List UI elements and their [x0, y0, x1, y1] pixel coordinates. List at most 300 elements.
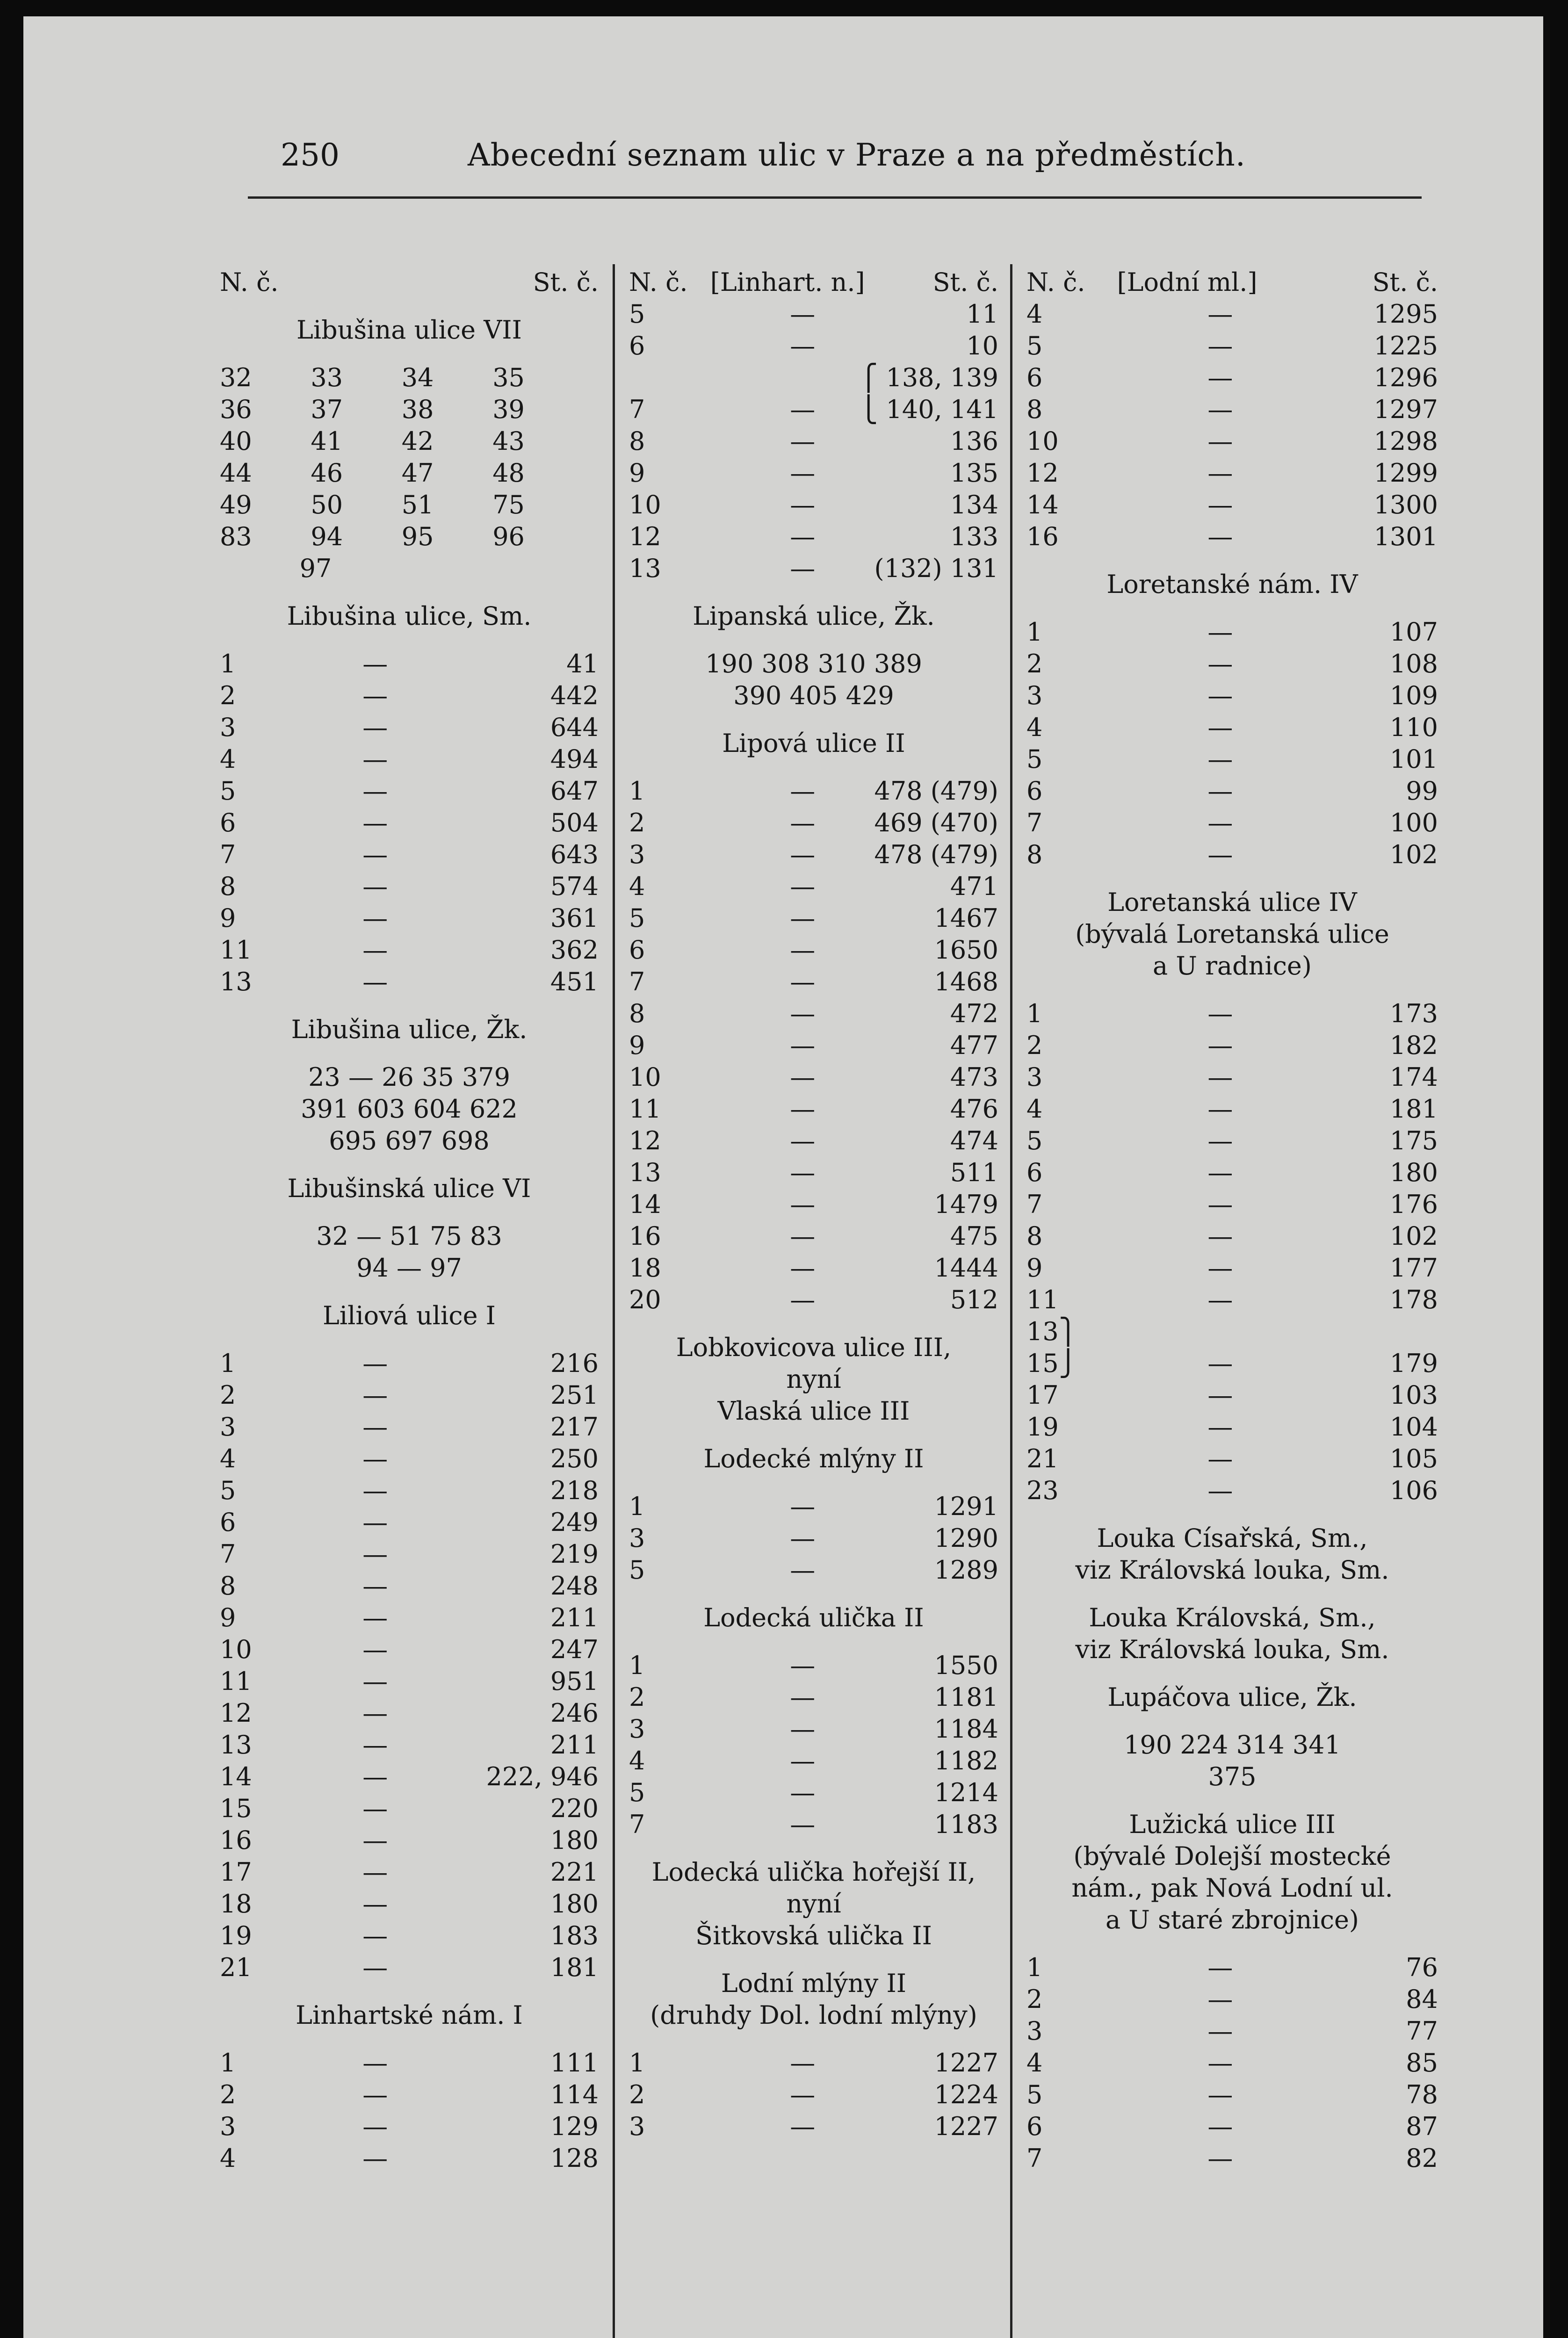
street-text: Libušina ulice, Sm. [287, 601, 532, 631]
house-number: 1 [220, 649, 236, 678]
street-heading [629, 680, 998, 712]
street-text: Loretanské nám. IV [1106, 570, 1358, 599]
house-number: 11 [1026, 1285, 1059, 1314]
entry-dash: — [790, 903, 816, 933]
old-number: 1550 [934, 1651, 998, 1680]
house-number: 15 [220, 1794, 252, 1823]
house-number: 4 [1026, 2048, 1043, 2078]
old-number: 511 [950, 1158, 998, 1187]
street-heading [629, 1364, 998, 1395]
old-number: 129 [550, 2112, 599, 2141]
entry-dash: — [790, 1126, 816, 1155]
old-number: 1297 [1373, 395, 1438, 424]
entry-dash: — [362, 2048, 388, 2078]
street-heading [629, 1999, 998, 2031]
house-number: 21 [220, 1953, 252, 1982]
street-text: 391 603 604 622 [301, 1094, 518, 1124]
street-text: Lodecké mlýny II [703, 1444, 924, 1473]
number-cell: 43 [492, 426, 525, 456]
house-number: 3 [629, 1714, 645, 1744]
house-number: 19 [220, 1921, 252, 1950]
entry-row [629, 1777, 998, 1809]
house-number: 3 [220, 1412, 236, 1442]
house-number: 7 [629, 1810, 645, 1839]
entry-dash: — [362, 1635, 388, 1664]
old-number: 1182 [934, 1746, 998, 1775]
street-text: (bývalá Loretanská ulice [1075, 919, 1389, 949]
street-text: viz Královská louka, Sm. [1075, 1635, 1389, 1664]
house-number: 4 [220, 1444, 236, 1473]
street-text: 97 [299, 554, 332, 583]
number-cell: 48 [492, 458, 525, 488]
page-title: Abecední seznam ulic v Praze a na předměstích. [468, 137, 1246, 173]
entry-dash: — [790, 395, 816, 424]
entry-row [1026, 807, 1438, 839]
entry-dash: — [362, 1603, 388, 1632]
old-number: 109 [1389, 681, 1438, 710]
entry-row [220, 1379, 599, 1411]
old-number: 1301 [1373, 522, 1438, 551]
number-grid-row [220, 521, 599, 553]
old-number: 99 [1406, 776, 1438, 806]
old-number: 76 [1406, 1953, 1438, 1982]
house-number: 13 [220, 1730, 252, 1760]
old-number: 133 [950, 522, 998, 551]
old-number: 248 [550, 1571, 599, 1601]
entry-dash: — [1207, 1412, 1233, 1442]
entry-row [220, 1825, 599, 1856]
house-number: 6 [629, 935, 645, 965]
number-grid-row [220, 457, 599, 489]
house-number: 6 [1026, 2112, 1043, 2141]
old-number: 504 [550, 808, 599, 837]
entry-dash: — [362, 808, 388, 837]
house-number: 3 [629, 840, 645, 869]
number-cell: 46 [311, 458, 343, 488]
entry-dash: — [1207, 2016, 1233, 2046]
street-text: Lobkovicova ulice III, [676, 1333, 952, 1362]
house-number: 2 [629, 1682, 645, 1712]
house-number: 5 [629, 1555, 645, 1585]
number-cell: 49 [220, 490, 252, 520]
entry-row [1026, 1475, 1438, 1507]
house-number: 3 [1026, 681, 1043, 710]
old-number: 473 [950, 1062, 998, 1092]
house-number: 8 [220, 1571, 236, 1601]
house-number: 7 [1026, 808, 1043, 837]
entry-dash: — [362, 1762, 388, 1791]
old-number: 1289 [934, 1555, 998, 1585]
street-heading [1026, 1761, 1438, 1793]
number-cell: 36 [220, 395, 252, 424]
house-number: 8 [629, 426, 645, 456]
house-number: 3 [220, 713, 236, 742]
entry-row [220, 1602, 599, 1634]
header-house-number: N. č. [1026, 267, 1085, 297]
house-number: 1 [1026, 617, 1043, 647]
street-text: 32 — 51 75 83 [316, 1221, 502, 1251]
entry-dash: — [362, 1539, 388, 1569]
old-number: 1181 [934, 1682, 998, 1712]
entry-row [629, 2079, 998, 2111]
entry-row [220, 1570, 599, 1602]
old-number: 643 [550, 840, 599, 869]
house-number: 5 [629, 299, 645, 329]
house-number: 16 [629, 1221, 661, 1251]
house-number: 1 [629, 2048, 645, 2078]
entry-row [220, 1348, 599, 1379]
street-heading [220, 1061, 599, 1093]
house-number: 6 [220, 808, 236, 837]
street-heading [1026, 950, 1438, 982]
number-cell: 34 [401, 363, 434, 392]
old-number: 476 [950, 1094, 998, 1124]
entry-row [1026, 1443, 1438, 1475]
street-heading [629, 600, 998, 632]
entry-row [1026, 1952, 1438, 1984]
spacer [629, 632, 998, 648]
old-number: 11 [966, 299, 998, 329]
old-number: 469 (470) [874, 808, 998, 837]
entry-row [1026, 648, 1438, 680]
entry-row [1026, 330, 1438, 362]
entry-row [629, 1284, 998, 1316]
entry-dash: — [790, 808, 816, 837]
column-1 [220, 267, 599, 2174]
old-number: 494 [550, 744, 599, 774]
entry-row [220, 712, 599, 743]
entry-dash: — [362, 1667, 388, 1696]
house-number: 1 [1026, 1953, 1043, 1982]
number-grid-row [220, 489, 599, 521]
entry-dash: — [362, 1921, 388, 1950]
column-divider [1010, 264, 1012, 2338]
street-text: Lodní mlýny II [721, 1969, 907, 1998]
spacer [220, 1205, 599, 1220]
entry-row [629, 871, 998, 902]
number-cell: 41 [311, 426, 343, 456]
entry-row [629, 1061, 998, 1093]
entry-dash: — [790, 776, 816, 806]
entry-row [629, 902, 998, 934]
entry-dash: — [362, 967, 388, 996]
entry-dash: — [1207, 1031, 1233, 1060]
old-number: 251 [550, 1380, 599, 1410]
old-number: 176 [1389, 1190, 1438, 1219]
street-heading [220, 1125, 599, 1157]
entry-dash: — [362, 840, 388, 869]
spacer [629, 1952, 998, 1968]
entry-row [629, 1252, 998, 1284]
entry-row [1026, 1061, 1438, 1093]
entry-dash: — [1207, 999, 1233, 1028]
entry-dash: — [790, 299, 816, 329]
entry-row [220, 1952, 599, 1984]
house-number: 21 [1026, 1444, 1059, 1473]
street-heading [1026, 1904, 1438, 1936]
house-number: 11 [220, 935, 252, 965]
spacer [220, 346, 599, 362]
old-number: 107 [1389, 617, 1438, 647]
entry-dash: — [790, 331, 816, 361]
old-number: 574 [550, 872, 599, 901]
house-number: 2 [629, 2080, 645, 2109]
entry-dash: — [790, 490, 816, 520]
entry-dash: — [1207, 649, 1233, 678]
street-heading [1026, 569, 1438, 600]
house-number: 3 [629, 1523, 645, 1553]
street-text: Linhartské nám. I [296, 2000, 523, 2030]
old-number: 1184 [934, 1714, 998, 1744]
house-number: 9 [629, 458, 645, 488]
entry-row [629, 1030, 998, 1061]
old-number: 247 [550, 1635, 599, 1664]
old-number: 220 [550, 1794, 599, 1823]
number-cell: 40 [220, 426, 252, 456]
house-number: 15⎭ [1026, 1349, 1078, 1378]
column-header [629, 267, 998, 298]
header-house-number: N. č. [220, 267, 279, 297]
house-number: 3 [1026, 2016, 1043, 2046]
entry-row [1026, 394, 1438, 426]
header-old-number: St. č. [533, 267, 599, 297]
house-number: 9 [220, 903, 236, 933]
house-number: 8 [220, 872, 236, 901]
street-heading [629, 1920, 998, 1952]
old-number: 82 [1406, 2143, 1438, 2173]
entry-dash: — [362, 1730, 388, 1760]
entry-row [220, 775, 599, 807]
entry-row [220, 2047, 599, 2079]
old-number: 451 [550, 967, 599, 996]
entry-row [220, 966, 599, 998]
entry-dash: — [1207, 713, 1233, 742]
entry-row [220, 807, 599, 839]
entry-row [220, 1666, 599, 1697]
old-number: 218 [550, 1476, 599, 1505]
entry-row [220, 1475, 599, 1507]
street-text: a U staré zbrojnice) [1106, 1905, 1359, 1934]
entry-dash: — [1207, 458, 1233, 488]
old-number: 181 [1389, 1094, 1438, 1124]
house-number: 9 [220, 1603, 236, 1632]
entry-row [629, 362, 998, 394]
house-number: 2 [629, 808, 645, 837]
entry-row [220, 1411, 599, 1443]
entry-dash: — [1207, 1126, 1233, 1155]
street-heading [629, 1856, 998, 1888]
house-number: 8 [1026, 840, 1043, 869]
house-number: 4 [1026, 1094, 1043, 1124]
house-number: 16 [220, 1826, 252, 1855]
spacer [1026, 1507, 1438, 1523]
entry-dash: — [1207, 1380, 1233, 1410]
entry-row [1026, 1125, 1438, 1157]
entry-dash: — [790, 1158, 816, 1187]
entry-dash: — [790, 1746, 816, 1775]
old-number: 361 [550, 903, 599, 933]
entry-dash: — [1207, 1349, 1233, 1378]
street-text: (bývalé Dolejší mostecké [1073, 1841, 1391, 1871]
old-number: 222, 946 [486, 1762, 599, 1791]
entry-dash: — [1207, 2143, 1233, 2173]
street-heading [220, 1300, 599, 1332]
old-number: 221 [550, 1857, 599, 1887]
entry-row [1026, 1030, 1438, 1061]
house-number: 7 [1026, 2143, 1043, 2173]
street-heading [1026, 1872, 1438, 1904]
house-number: 11 [220, 1667, 252, 1696]
entry-row [629, 807, 998, 839]
entry-row [220, 1856, 599, 1888]
old-number: 216 [550, 1349, 599, 1378]
entry-dash: — [362, 713, 388, 742]
street-text: Lodecká ulička II [703, 1603, 924, 1632]
entry-dash: — [1207, 426, 1233, 456]
old-number: 951 [550, 1667, 599, 1696]
street-heading [220, 1014, 599, 1046]
house-number: 5 [220, 1476, 236, 1505]
old-number: 1227 [934, 2048, 998, 2078]
number-cell: 94 [311, 522, 343, 551]
street-heading [220, 1220, 599, 1252]
entry-dash: — [1207, 744, 1233, 774]
street-heading [629, 1443, 998, 1475]
number-cell: 75 [492, 490, 525, 520]
spacer [1026, 1666, 1438, 1681]
header-old-number: St. č. [1372, 267, 1438, 297]
spacer [220, 1157, 599, 1173]
entry-row [1026, 1220, 1438, 1252]
entry-dash: — [362, 1857, 388, 1887]
old-number: 85 [1406, 2048, 1438, 2078]
street-heading [1026, 918, 1438, 950]
entry-dash: — [790, 1031, 816, 1060]
entry-dash: — [362, 2143, 388, 2173]
street-heading [1026, 1523, 1438, 1554]
old-number: (132) 131 [874, 554, 998, 583]
street-heading [1026, 1602, 1438, 1634]
entry-row [629, 1189, 998, 1220]
spacer [1026, 1936, 1438, 1952]
number-cell: 33 [311, 363, 343, 392]
street-text: Libušina ulice VII [296, 315, 522, 345]
entry-dash: — [1207, 1158, 1233, 1187]
street-text: (druhdy Dol. lodní mlýny) [650, 2000, 977, 2030]
entry-dash: — [790, 1778, 816, 1807]
old-number: 100 [1389, 808, 1438, 837]
street-text: nyní [786, 1889, 841, 1919]
entry-row [1026, 457, 1438, 489]
entry-dash: — [790, 935, 816, 965]
header-continuation: [Linhart. n.] [710, 267, 865, 297]
house-number: 14 [629, 1190, 661, 1219]
street-text: Loretanská ulice IV [1107, 888, 1357, 917]
entry-dash: — [1207, 2080, 1233, 2109]
street-text: Lodecká ulička hořejší II, [651, 1857, 976, 1887]
entry-dash: — [1207, 681, 1233, 710]
entry-dash: — [790, 1714, 816, 1744]
house-number: 6 [220, 1508, 236, 1537]
column-header [220, 267, 599, 298]
house-number: 7 [629, 967, 645, 996]
entry-dash: — [1207, 617, 1233, 647]
entry-dash: — [790, 872, 816, 901]
entry-row [629, 521, 998, 553]
street-text: Libušinská ulice VI [287, 1174, 531, 1203]
old-number: 105 [1389, 1444, 1438, 1473]
street-heading [220, 1173, 599, 1205]
house-number: 1 [629, 776, 645, 806]
old-number: 110 [1389, 713, 1438, 742]
entry-dash: — [790, 967, 816, 996]
street-heading [220, 1999, 599, 2031]
house-number: 5 [1026, 744, 1043, 774]
old-number: 180 [550, 1889, 599, 1919]
entry-dash: — [362, 1953, 388, 1982]
house-number: 3 [1026, 1062, 1043, 1092]
entry-dash: — [1207, 776, 1233, 806]
entry-row [629, 1157, 998, 1189]
entry-dash: — [790, 1555, 816, 1585]
entry-dash: — [1207, 808, 1233, 837]
entry-row [220, 1538, 599, 1570]
street-heading [1026, 1840, 1438, 1872]
old-number: 475 [950, 1221, 998, 1251]
old-number: 134 [950, 490, 998, 520]
number-grid-row [220, 362, 599, 394]
old-number: 78 [1406, 2080, 1438, 2109]
entry-row [1026, 1316, 1438, 1348]
entry-row [220, 1888, 599, 1920]
house-number: 6 [1026, 1158, 1043, 1187]
house-number: 7 [220, 840, 236, 869]
street-text: 94 — 97 [356, 1253, 462, 1283]
house-number: 6 [1026, 776, 1043, 806]
entry-dash: — [362, 1794, 388, 1823]
house-number: 11 [629, 1094, 661, 1124]
spacer [1026, 982, 1438, 998]
street-text: nyní [786, 1364, 841, 1394]
spacer [1026, 600, 1438, 616]
street-text: viz Královská louka, Sm. [1075, 1555, 1389, 1585]
entry-dash: — [1207, 522, 1233, 551]
number-cell: 39 [492, 395, 525, 424]
old-number: 174 [1389, 1062, 1438, 1092]
street-heading [220, 600, 599, 632]
entry-dash: — [790, 426, 816, 456]
house-number: 18 [629, 1253, 661, 1283]
spacer [1026, 871, 1438, 887]
street-heading [1026, 1554, 1438, 1586]
entry-row [220, 680, 599, 712]
street-text: Lupáčova ulice, Žk. [1107, 1682, 1357, 1712]
house-number: 4 [220, 744, 236, 774]
house-number: 1 [629, 1651, 645, 1680]
street-heading [629, 1888, 998, 1920]
spacer [220, 1332, 599, 1348]
entry-row [629, 1523, 998, 1554]
house-number: 13 [220, 967, 252, 996]
house-number: 12 [220, 1698, 252, 1728]
old-number: 219 [550, 1539, 599, 1569]
entry-dash: — [362, 1444, 388, 1473]
entry-dash: — [1207, 2112, 1233, 2141]
street-text: 375 [1208, 1762, 1257, 1791]
old-number: 512 [950, 1285, 998, 1314]
entry-dash: — [362, 1698, 388, 1728]
entry-row [629, 1220, 998, 1252]
